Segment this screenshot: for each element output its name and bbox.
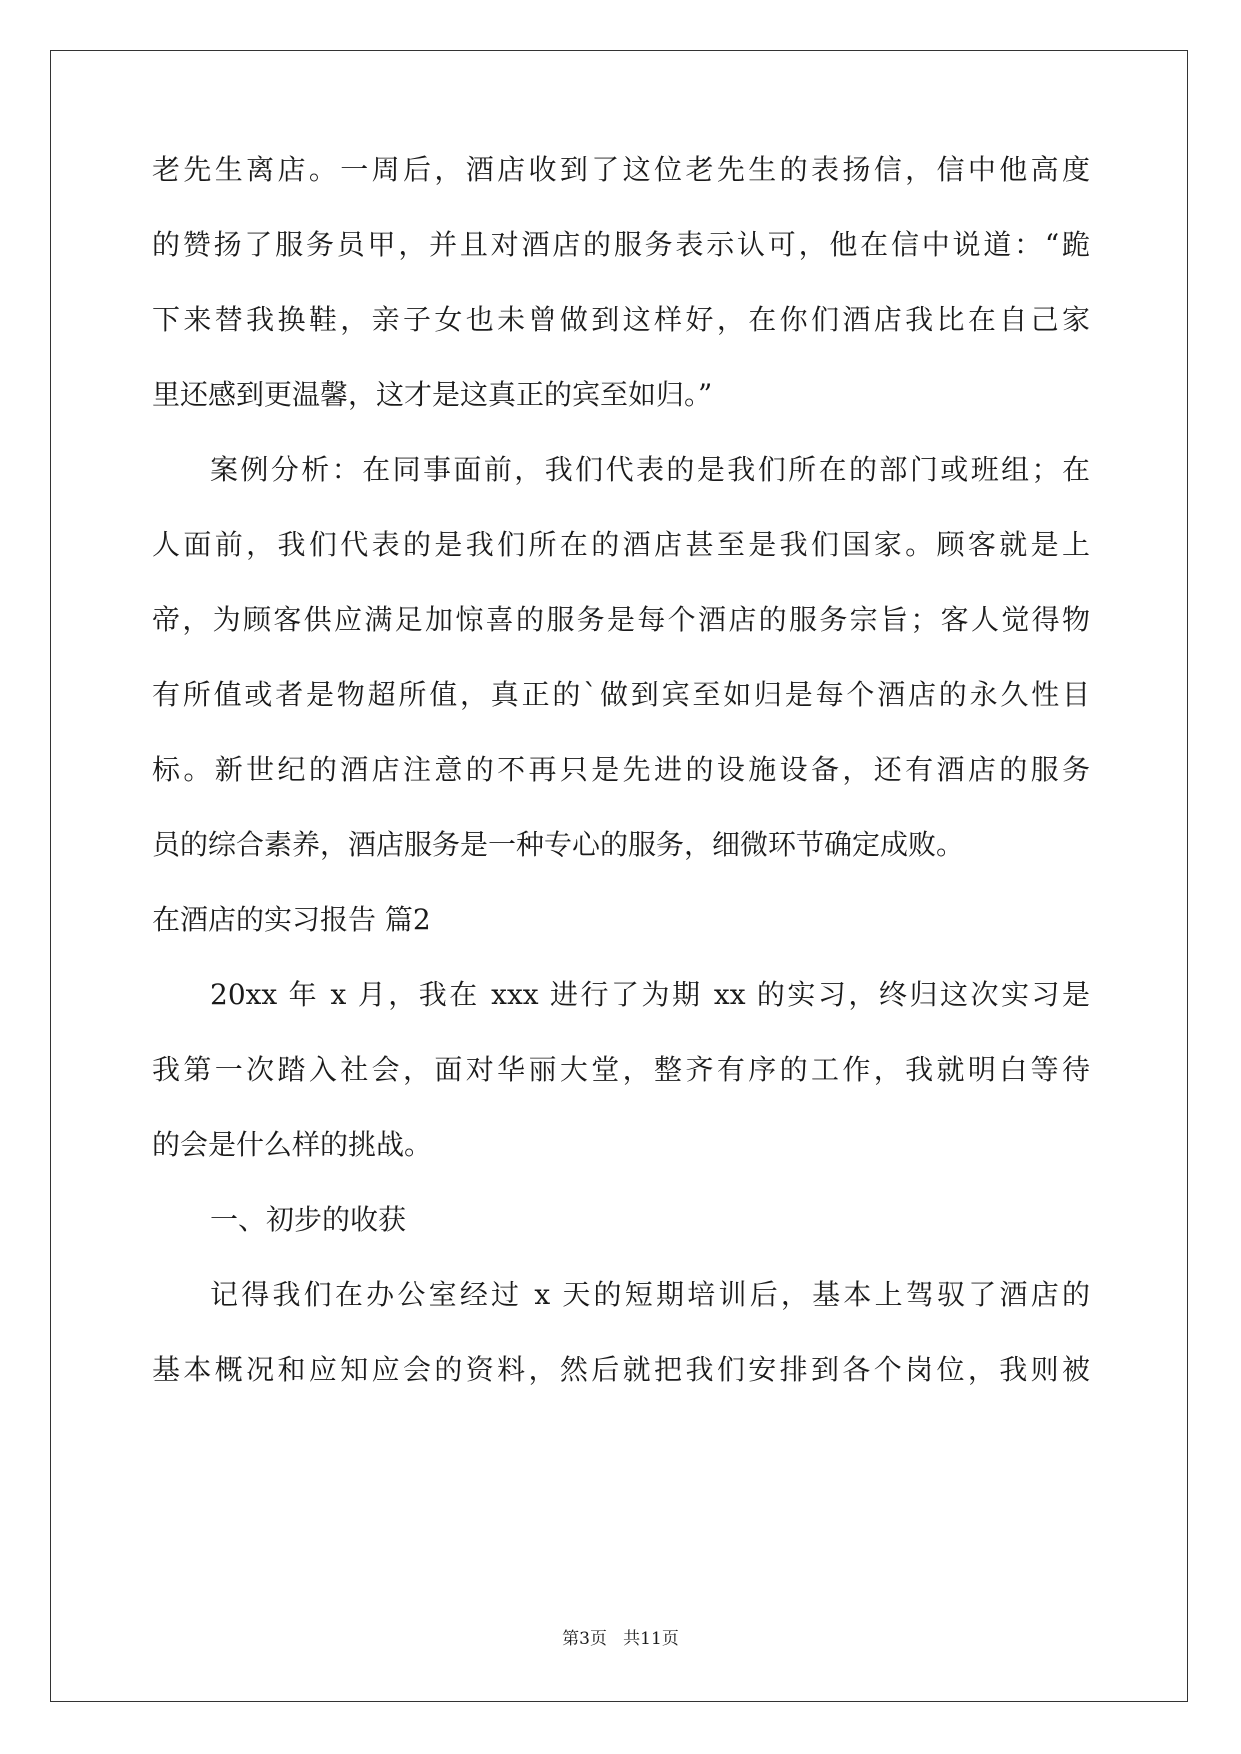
paragraph-line: 有所值或者是物超所值，真正的`做到宾至如归是每个酒店的永久性目 xyxy=(152,678,1090,711)
paragraph-line: 我第一次踏入社会，面对华丽大堂，整齐有序的工作，我就明白等待 xyxy=(152,1053,1090,1086)
paragraph-line: 的赞扬了服务员甲，并且对酒店的服务表示认可，他在信中说道：“跪 xyxy=(152,228,1090,261)
page-footer: 第3页 共11页 xyxy=(562,1629,679,1649)
paragraph-line: 基本概况和应知应会的资料，然后就把我们安排到各个岗位，我则被 xyxy=(152,1353,1090,1386)
paragraph-line: 帝，为顾客供应满足加惊喜的服务是每个酒店的服务宗旨；客人觉得物 xyxy=(152,603,1090,636)
paragraph-line: 里还感到更温馨，这才是这真正的宾至如归。” xyxy=(152,378,713,411)
section-heading: 在酒店的实习报告 篇2 xyxy=(152,903,431,936)
page-border xyxy=(50,50,1188,1702)
subsection-heading: 一、初步的收获 xyxy=(210,1203,407,1236)
paragraph-line: 20xx 年 x 月，我在 xxx 进行了为期 xx 的实习，终归这次实习是 xyxy=(210,978,1090,1011)
paragraph-line: 记得我们在办公室经过 x 天的短期培训后，基本上驾驭了酒店的 xyxy=(210,1278,1090,1311)
paragraph-line: 的会是什么样的挑战。 xyxy=(152,1128,433,1161)
paragraph-line: 案例分析：在同事面前，我们代表的是我们所在的部门或班组；在 xyxy=(210,453,1090,486)
paragraph-line: 下来替我换鞋，亲子女也未曾做到这样好，在你们酒店我比在自己家 xyxy=(152,303,1090,336)
paragraph-line: 人面前，我们代表的是我们所在的酒店甚至是我们国家。顾客就是上 xyxy=(152,528,1090,561)
paragraph-line: 标。新世纪的酒店注意的不再只是先进的设施设备，还有酒店的服务 xyxy=(152,753,1090,786)
paragraph-line: 员的综合素养，酒店服务是一种专心的服务，细微环节确定成败。 xyxy=(152,828,965,861)
paragraph-line: 老先生离店。一周后，酒店收到了这位老先生的表扬信，信中他高度 xyxy=(152,153,1090,186)
